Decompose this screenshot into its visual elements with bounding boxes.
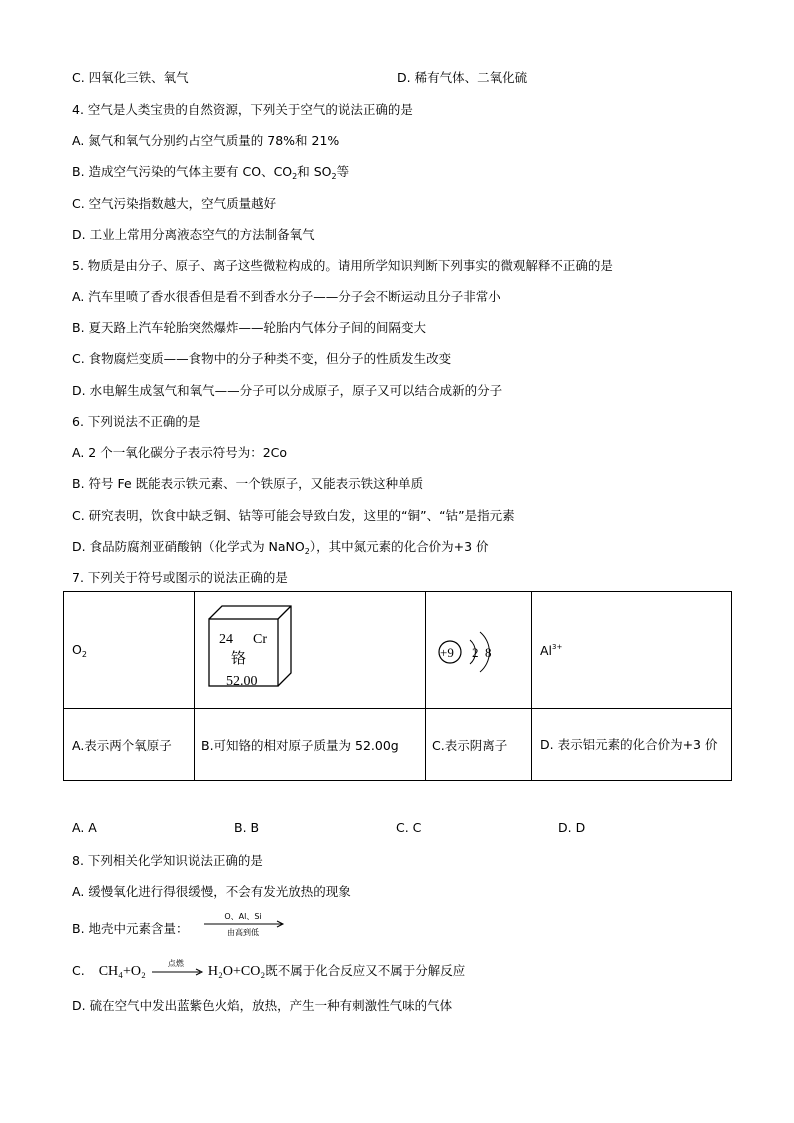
q3-option-d: D. 稀有气体、二氧化硫 (397, 70, 528, 85)
q7-cell-element-card (195, 592, 426, 709)
q7-desc-c: C.表示阴离子 (426, 709, 532, 781)
q7-cell-o2 (64, 592, 195, 709)
shell1-electrons: 2 (472, 645, 479, 660)
q6-option-b: B. 符号 Fe 既能表示铁元素、一个铁原子，又能表示铁这种单质 (72, 476, 424, 491)
q7-desc-d: D. 表示铝元素的化合价为+3 价 (532, 709, 732, 781)
element-mass: 52.00 (226, 674, 258, 689)
q8-option-a: A. 缓慢氧化进行得很缓慢，不会有发光放热的现象 (72, 884, 351, 899)
q8-option-d: D. 硫在空气中发出蓝紫色火焰，放热，产生一种有刺激性气味的气体 (72, 998, 453, 1013)
q4-option-d: D. 工业上常用分离液态空气的方法制备氧气 (72, 227, 315, 242)
q7-answer-c: C. C (396, 820, 422, 835)
arrow-top-label: O、Al、Si (224, 912, 262, 921)
q7-answer-b: B. B (234, 820, 260, 835)
q7-desc-a: A.表示两个氧原子 (64, 709, 195, 781)
q7-cell-ion-diagram (426, 592, 532, 709)
q5-stem: 5. 物质是由分子、原子、离子这些微粒构成的。请用所学知识判断下列事实的微观解释不正确的是 (72, 258, 613, 273)
arrow-bottom-label: 由高到低 (227, 928, 259, 937)
q7-stem: 7. 下列关于符号或图示的说法正确的是 (72, 570, 288, 585)
q3-option-c: C. 四氧化三铁、氧气 (72, 70, 189, 85)
fluoride-ion-structure-figure (426, 592, 531, 705)
q5-option-a: A. 汽车里喷了香水很香但是看不到香水分子——分子会不断运动且分子非常小 (72, 289, 501, 304)
equation-left: CH₄+O₂ (98, 964, 146, 979)
element-symbol: Cr (253, 632, 267, 647)
q7-answer-a: A. A (72, 820, 97, 835)
element-name: 铬 (231, 649, 247, 667)
q8-stem: 8. 下列相关化学知识说法正确的是 (72, 853, 263, 868)
q6-option-a: A. 2 个一氧化碳分子表示符号为：2Co (72, 445, 288, 460)
q4-stem: 4. 空气是人类宝贵的自然资源，下列关于空气的说法正确的是 (72, 102, 413, 117)
q6-option-c: C. 研究表明，饮食中缺乏铜、钴等可能会导致白发，这里的“铜”、“钴”是指元素 (72, 508, 515, 523)
q8-option-b: B. 地壳中元素含量： (72, 921, 189, 936)
q7-desc-b: B.可知铬的相对原子质量为 52.00g (195, 709, 426, 781)
element-order-arrow (198, 909, 288, 939)
q7-cell-al-ion (532, 592, 732, 709)
reaction-condition: 点燃 (167, 958, 184, 968)
q5-option-b: B. 夏天路上汽车轮胎突然爆炸——轮胎内气体分子间的间隔变大 (72, 320, 427, 335)
q7-table (63, 591, 732, 781)
q5-option-d: D. 水电解生成氢气和氧气——分子可以分成原子，原子又可以结合成新的分子 (72, 383, 503, 398)
element-number: 24 (219, 632, 233, 647)
q4-option-c: C. 空气污染指数越大，空气质量越好 (72, 196, 277, 211)
al-ion-symbol: $Al^{3+}$ (540, 642, 563, 658)
q8-option-c: C. CH₄+O₂ 点燃 H₂O+CO₂既不属于化合反应又不属于分解反应 (72, 958, 466, 979)
q4-option-b: B. 造成空气污染的气体主要有 CO、$CO_2$和 $SO_2$等 (72, 164, 350, 181)
q6-stem: 6. 下列说法不正确的是 (72, 414, 201, 429)
equation-right: H₂O+CO₂ (207, 964, 266, 979)
q5-option-c: C. 食物腐烂变质——食物中的分子种类不变，但分子的性质发生改变 (72, 351, 452, 366)
chromium-cube-figure (195, 592, 425, 705)
o2-symbol: $O_2$ (72, 641, 87, 659)
q4-option-a: A. 氮气和氧气分别约占空气质量的 78%和 21% (72, 133, 340, 148)
shell2-electrons: 8 (485, 645, 492, 660)
nucleus-charge: +9 (440, 645, 454, 660)
reaction-arrow (150, 958, 204, 979)
q6-option-d: D. 食品防腐剂亚硝酸钠（化学式为 NaNO$_2$），其中氮元素的化合价为+3 价 (72, 539, 489, 556)
q7-answer-d: D. D (558, 820, 586, 835)
